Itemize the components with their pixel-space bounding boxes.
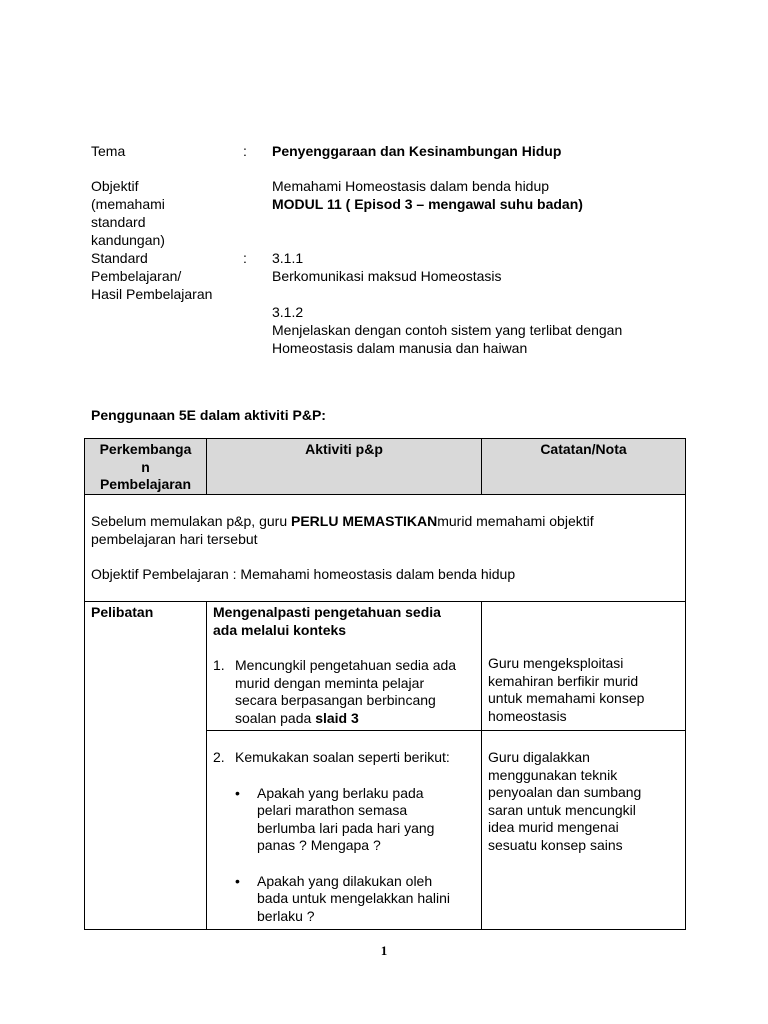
header-activity-label: Aktiviti p&p (305, 441, 383, 457)
table-header-row (85, 439, 686, 495)
standard-label-line: Standard (91, 250, 148, 266)
phase-cell (85, 602, 207, 930)
step2-note-cell (482, 731, 686, 930)
tema-value: Penyenggaraan dan Kesinambungan Hidup (272, 143, 562, 159)
bullet-line: panas ? Mengapa ? (257, 837, 381, 853)
step2-note-line: Guru digalakkan (488, 749, 590, 765)
header-development-line: Perkembanga (99, 441, 192, 457)
intro-objective: Objektif Pembelajaran : Memahami homeostasis dalam benda hidup (91, 566, 516, 582)
intro-line-1 (91, 513, 685, 531)
step1-line: Mencungkil pengetahuan sedia ada (235, 657, 457, 673)
step1-slide-ref: slaid 3 (315, 709, 359, 726)
step2-note-line: menggunakan teknik (488, 766, 618, 783)
objektif-label-line: (memahami (91, 196, 165, 212)
standard-1-text: Berkomunikasi maksud Homeostasis (272, 268, 502, 284)
bullet-line: bada untuk mengelakkan halini (257, 890, 451, 906)
standard-2-text (272, 321, 622, 357)
bullet-line: Apakah yang berlaku pada (257, 784, 424, 801)
standard-2-code: 3.1.2 (272, 304, 304, 320)
tema-colon: : (243, 143, 247, 159)
step2-note-line: saran untuk mencungkil (488, 801, 636, 818)
header-notes (482, 439, 686, 495)
step1-item (213, 657, 477, 727)
step2-activity-cell (207, 731, 482, 930)
step2-note-line: penyoalan dan sumbang (488, 784, 642, 800)
intro-line-2: pembelajaran hari tersebut (91, 530, 258, 547)
table-row (85, 602, 686, 731)
header-development-line: Pembelajaran (99, 476, 192, 492)
step1-line (235, 710, 456, 728)
standard-2-text-line: Menjelaskan dengan contoh sistem yang terlibat dengan (272, 322, 623, 338)
standard-2-text-line: Homeostasis dalam manusia dan haiwan (272, 340, 528, 356)
header-notes-label: Catatan/Nota (540, 441, 627, 457)
step1-note-line: Guru mengeksploitasi (488, 655, 624, 671)
intro-row (85, 495, 686, 602)
step1-note-line: homeostasis (488, 707, 567, 724)
step2-number: 2. (213, 749, 225, 765)
page-number: 1 (380, 943, 388, 958)
objektif-value: Memahami Homeostasis dalam benda hidup (272, 178, 550, 194)
intro-emphasis: PERLU MEMASTIKAN (291, 513, 438, 529)
bullet-line: pelari marathon semasa (257, 802, 408, 818)
step2-item (213, 749, 477, 767)
bullet-line: berlaku ? (257, 907, 315, 924)
standard-label (91, 249, 212, 303)
step1-line: murid dengan meminta pelajar (235, 674, 425, 691)
intro-prefix: Sebelum memulakan p&p, guru (91, 513, 291, 529)
step1-note-line: untuk memahami konsep (488, 690, 645, 706)
phase-label: Pelibatan (91, 604, 154, 620)
phase-title-line: ada melalui konteks (213, 621, 347, 638)
step1-last-prefix: soalan pada (235, 709, 316, 726)
bullet-icon: • (235, 784, 240, 801)
phase-title-line: Mengenalpasti pengetahuan sedia (213, 604, 441, 620)
standard-label-line: Pembelajaran/ (91, 268, 182, 284)
step1-note-cell (482, 602, 686, 731)
activity-table (84, 438, 686, 930)
standard-1-code: 3.1.1 (272, 250, 304, 266)
step2-text: Kemukakan soalan seperti berikut: (235, 749, 450, 765)
bullet-line: Apakah yang dilakukan oleh (257, 872, 433, 889)
section-heading: Penggunaan 5E dalam aktiviti P&P: (91, 407, 326, 423)
step1-line: secara berpasangan berbincang (235, 692, 436, 708)
step2-note-line: sesuatu konsep sains (488, 836, 623, 853)
standard-colon: : (243, 250, 247, 266)
bullet-line: berlumba lari pada hari yang (257, 819, 435, 836)
bullet-item (235, 873, 477, 926)
standard-label-line: Hasil Pembelajaran (91, 286, 213, 302)
intro-cell (85, 495, 686, 602)
modul-value: MODUL 11 ( Episod 3 – mengawal suhu badan) (272, 196, 583, 212)
objektif-label-line: standard (91, 214, 146, 230)
header-development (85, 439, 207, 495)
step2-note-line: idea murid mengenai (488, 819, 619, 835)
tema-label: Tema (91, 143, 126, 159)
bullet-icon: • (235, 872, 240, 889)
bullet-item (235, 785, 477, 855)
step1-activity-cell (207, 602, 482, 731)
objektif-label-line: kandungan) (91, 232, 165, 248)
header-activity (207, 439, 482, 495)
step1-number: 1. (213, 657, 225, 673)
header-development-line: n (141, 458, 150, 475)
objektif-label-line: Objektif (91, 178, 139, 194)
step1-note-line: kemahiran berfikir murid (488, 672, 639, 689)
intro-suffix: murid memahami objektif (437, 513, 594, 529)
objektif-label (91, 177, 165, 249)
